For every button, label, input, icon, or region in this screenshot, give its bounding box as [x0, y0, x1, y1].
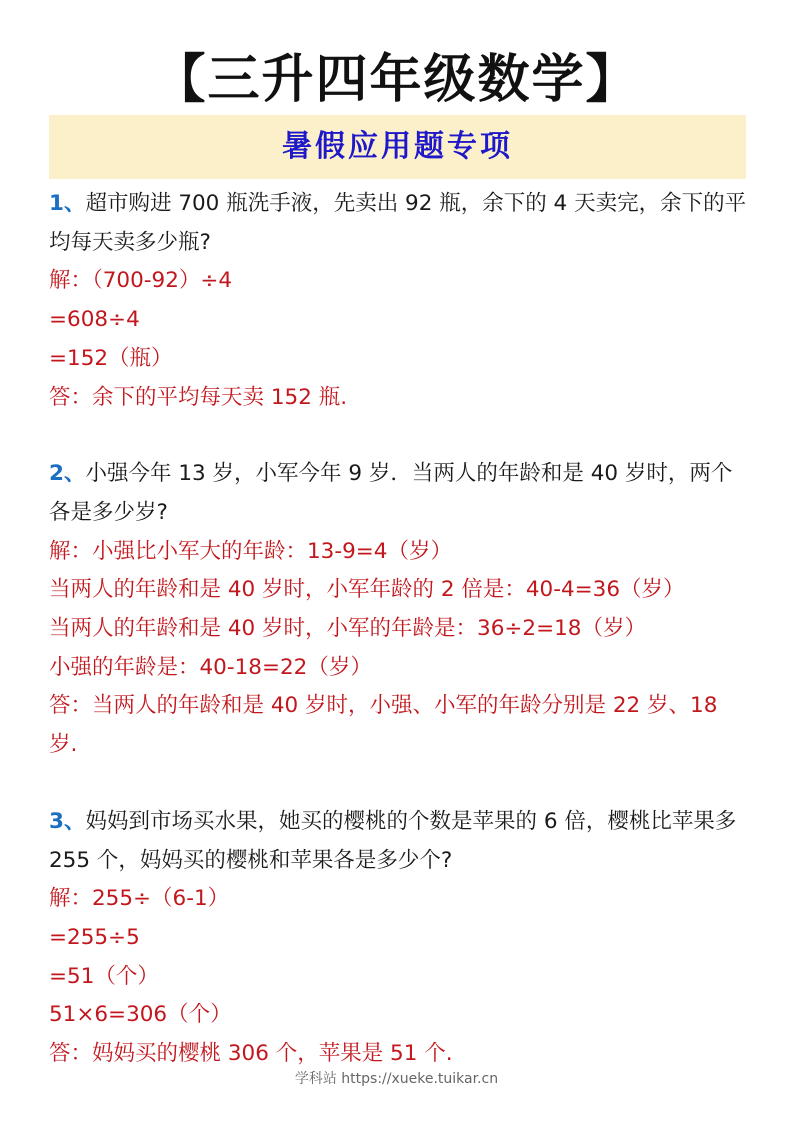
solution-line: 解：小强比小军大的年龄：13-9=4（岁） — [49, 538, 452, 564]
section-subtitle: 暑假应用题专项 — [282, 129, 513, 164]
question-text: 妈妈到市场买水果，她买的樱桃的个数是苹果的 6 倍，樱桃比苹果多 255 个，妈妈买的樱桃和苹果各是多少个? — [49, 808, 737, 873]
page-title: 【三升四年级数学】 — [153, 49, 640, 110]
solution-line: 当两人的年龄和是 40 岁时，小军年龄的 2 倍是：40-4=36（岁） — [49, 577, 685, 603]
answer-line: 答：余下的平均每天卖 152 瓶. — [49, 384, 348, 410]
answer-line: 答：妈妈买的樱桃 306 个，苹果是 51 个. — [49, 1041, 453, 1067]
problem-3 — [49, 803, 751, 1074]
problem-2 — [49, 455, 751, 765]
solution-line: =255÷5 — [49, 924, 140, 950]
solution-line: =152（瓶） — [49, 345, 173, 371]
question-number: 2、 — [49, 461, 86, 487]
question-text: 小强今年 13 岁，小军今年 9 岁．当两人的年龄和是 40 岁时，两个各是多少岁? — [49, 461, 733, 525]
question-number: 1、 — [49, 191, 86, 216]
footer-source: 学科站 https://xueke.tuikar.cn — [294, 1071, 499, 1087]
question-number: 3、 — [49, 808, 86, 834]
solution-line: 小强的年龄是：40-18=22（岁） — [49, 654, 372, 680]
solution-line: =51（个） — [49, 963, 159, 989]
problem-1 — [49, 185, 751, 417]
problem-list — [49, 185, 751, 1074]
solution-line: =608÷4 — [49, 307, 140, 333]
question — [49, 455, 751, 532]
solution-line: 当两人的年龄和是 40 岁时，小军的年龄是：36÷2=18（岁） — [49, 616, 646, 642]
answer-line: 答：当两人的年龄和是 40 岁时，小强、小军的年龄分别是 22 岁、18 岁. — [49, 693, 718, 758]
solution-line: 解：（700-92）÷4 — [49, 268, 233, 294]
solution-line: 解：255÷（6-1） — [49, 886, 230, 912]
subtitle-banner — [49, 115, 746, 179]
question — [49, 185, 751, 262]
question — [49, 803, 751, 880]
question-text: 超市购进 700 瓶洗手液，先卖出 92 瓶，余下的 4 天卖完，余下的平均每天卖多少瓶? — [49, 191, 747, 255]
solution-line: 51×6=306（个） — [49, 1002, 232, 1028]
